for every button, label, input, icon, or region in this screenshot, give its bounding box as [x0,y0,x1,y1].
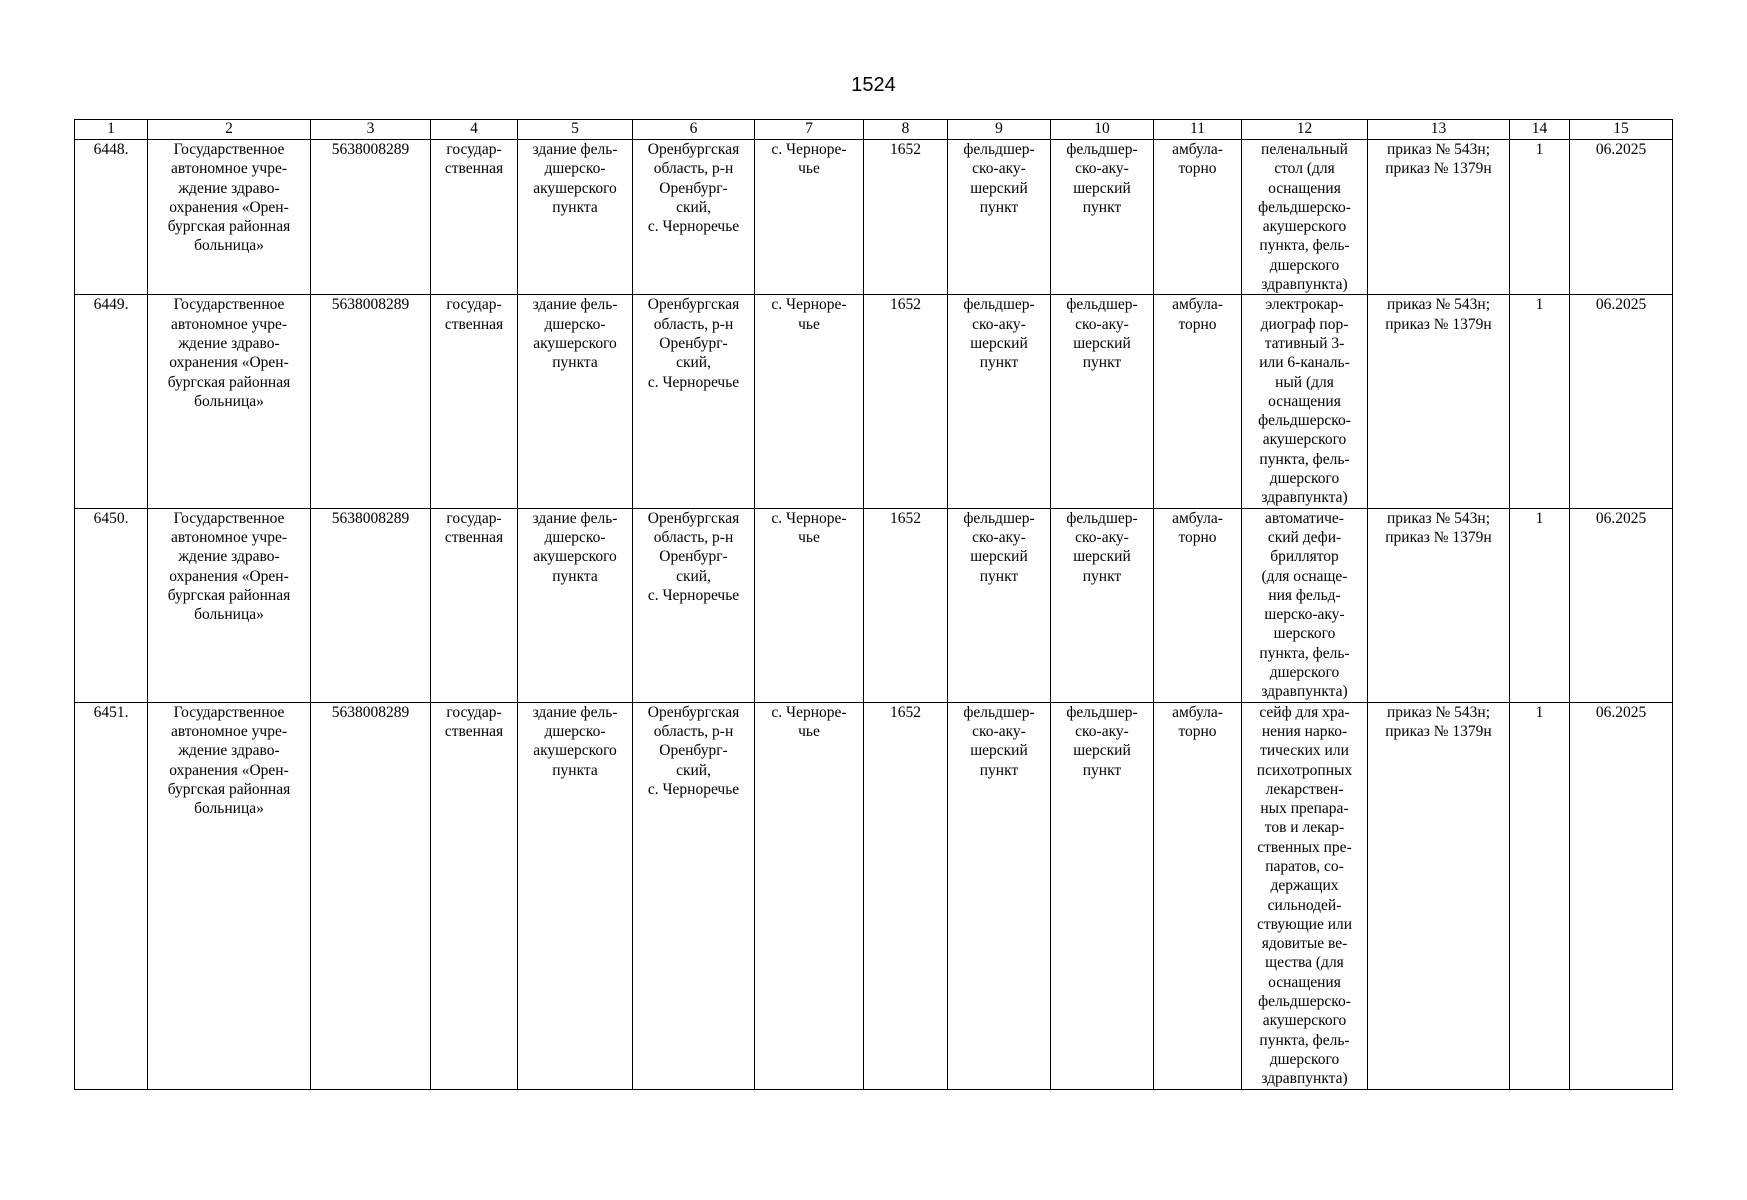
code: 1652 [864,508,948,702]
date: 06.2025 [1570,508,1673,702]
ownership: государ- ственная [431,702,518,1089]
column-header: 6 [633,120,755,140]
subdivision-type: фельдшер- ско-аку- шерский пункт [1051,702,1154,1089]
ownership: государ- ственная [431,508,518,702]
date: 06.2025 [1570,702,1673,1089]
table-row [75,508,1673,702]
address: Оренбургская область, р-н Оренбург- ский, с. Черноречье [633,702,755,1089]
order: приказ № 543н; приказ № 1379н [1368,702,1510,1089]
order: приказ № 543н; приказ № 1379н [1368,508,1510,702]
organization-name: Государственное автономное учре- ждение здраво- охранения «Орен- бургская районная больница» [148,295,311,508]
row-number: 6451. [75,702,148,1089]
organization-name: Государственное автономное учре- ждение здраво- охранения «Орен- бургская районная больница» [148,508,311,702]
column-number-row [75,120,1673,140]
subdivision-type: фельдшер- ско-аку- шерский пункт [1051,295,1154,508]
care-form: амбула- торно [1154,140,1242,295]
quantity: 1 [1510,295,1570,508]
address: Оренбургская область, р-н Оренбург- ский, с. Черноречье [633,508,755,702]
locality: с. Черноре- чье [755,508,864,702]
column-header: 15 [1570,120,1673,140]
equipment: пеленальный стол (для оснащения фельдшерско- акушерского пункта, фель- дшерского здравпункта) [1242,140,1368,295]
ownership: государ- ственная [431,140,518,295]
quantity: 1 [1510,508,1570,702]
order: приказ № 543н; приказ № 1379н [1368,140,1510,295]
equipment: сейф для хра- нения нарко- тических или психотропных лекарствен- ных препара- тов и лекар- ственных пре- паратов, со- держащих сильнодей- ствующие или ядовитые ве- щества (для оснащения фельдшерско- акушерского пункта, фель- дшерского здравпункта) [1242,702,1368,1089]
column-header: 9 [948,120,1051,140]
building: здание фель- дшерско- акушерского пункта [518,508,633,702]
locality: с. Черноре- чье [755,140,864,295]
building: здание фель- дшерско- акушерского пункта [518,295,633,508]
order: приказ № 543н; приказ № 1379н [1368,295,1510,508]
quantity: 1 [1510,140,1570,295]
column-header: 13 [1368,120,1510,140]
locality: с. Черноре- чье [755,295,864,508]
inn: 5638008289 [311,140,431,295]
subdivision-type: фельдшер- ско-аку- шерский пункт [1051,508,1154,702]
ownership: государ- ственная [431,295,518,508]
registry-table [74,119,1673,1090]
organization-name: Государственное автономное учре- ждение здраво- охранения «Орен- бургская районная больница» [148,702,311,1089]
building: здание фель- дшерско- акушерского пункта [518,702,633,1089]
subdivision-type: фельдшер- ско-аку- шерский пункт [1051,140,1154,295]
column-header: 14 [1510,120,1570,140]
column-header: 7 [755,120,864,140]
column-header: 2 [148,120,311,140]
inn: 5638008289 [311,295,431,508]
column-header: 8 [864,120,948,140]
equipment: автоматиче- ский дефи- бриллятор (для оснаще- ния фельд- шерско-аку- шерского пункта, фель- дшерского здравпункта) [1242,508,1368,702]
column-header: 12 [1242,120,1368,140]
code: 1652 [864,295,948,508]
care-form: амбула- торно [1154,702,1242,1089]
address: Оренбургская область, р-н Оренбург- ский, с. Черноречье [633,295,755,508]
care-form: амбула- торно [1154,295,1242,508]
table-row [75,702,1673,1089]
care-form: амбула- торно [1154,508,1242,702]
inn: 5638008289 [311,508,431,702]
column-header: 3 [311,120,431,140]
table-row [75,295,1673,508]
organization-name: Государственное автономное учре- ждение здраво- охранения «Орен- бургская районная больница» [148,140,311,295]
address: Оренбургская область, р-н Оренбург- ский, с. Черноречье [633,140,755,295]
page-number: 1524 [851,74,896,96]
subdivision: фельдшер- ско-аку- шерский пункт [948,295,1051,508]
row-number: 6448. [75,140,148,295]
subdivision: фельдшер- ско-аку- шерский пункт [948,140,1051,295]
subdivision: фельдшер- ско-аку- шерский пункт [948,508,1051,702]
code: 1652 [864,140,948,295]
row-number: 6450. [75,508,148,702]
locality: с. Черноре- чье [755,702,864,1089]
equipment: электрокар- диограф пор- тативный 3- или 6-каналь- ный (для оснащения фельдшерско- акушерского пункта, фель- дшерского здравпункта) [1242,295,1368,508]
table-row [75,140,1673,295]
column-header: 10 [1051,120,1154,140]
row-number: 6449. [75,295,148,508]
column-header: 1 [75,120,148,140]
column-header: 5 [518,120,633,140]
column-header: 4 [431,120,518,140]
date: 06.2025 [1570,295,1673,508]
code: 1652 [864,702,948,1089]
building: здание фель- дшерско- акушерского пункта [518,140,633,295]
subdivision: фельдшер- ско-аку- шерский пункт [948,702,1051,1089]
quantity: 1 [1510,702,1570,1089]
inn: 5638008289 [311,702,431,1089]
date: 06.2025 [1570,140,1673,295]
column-header: 11 [1154,120,1242,140]
